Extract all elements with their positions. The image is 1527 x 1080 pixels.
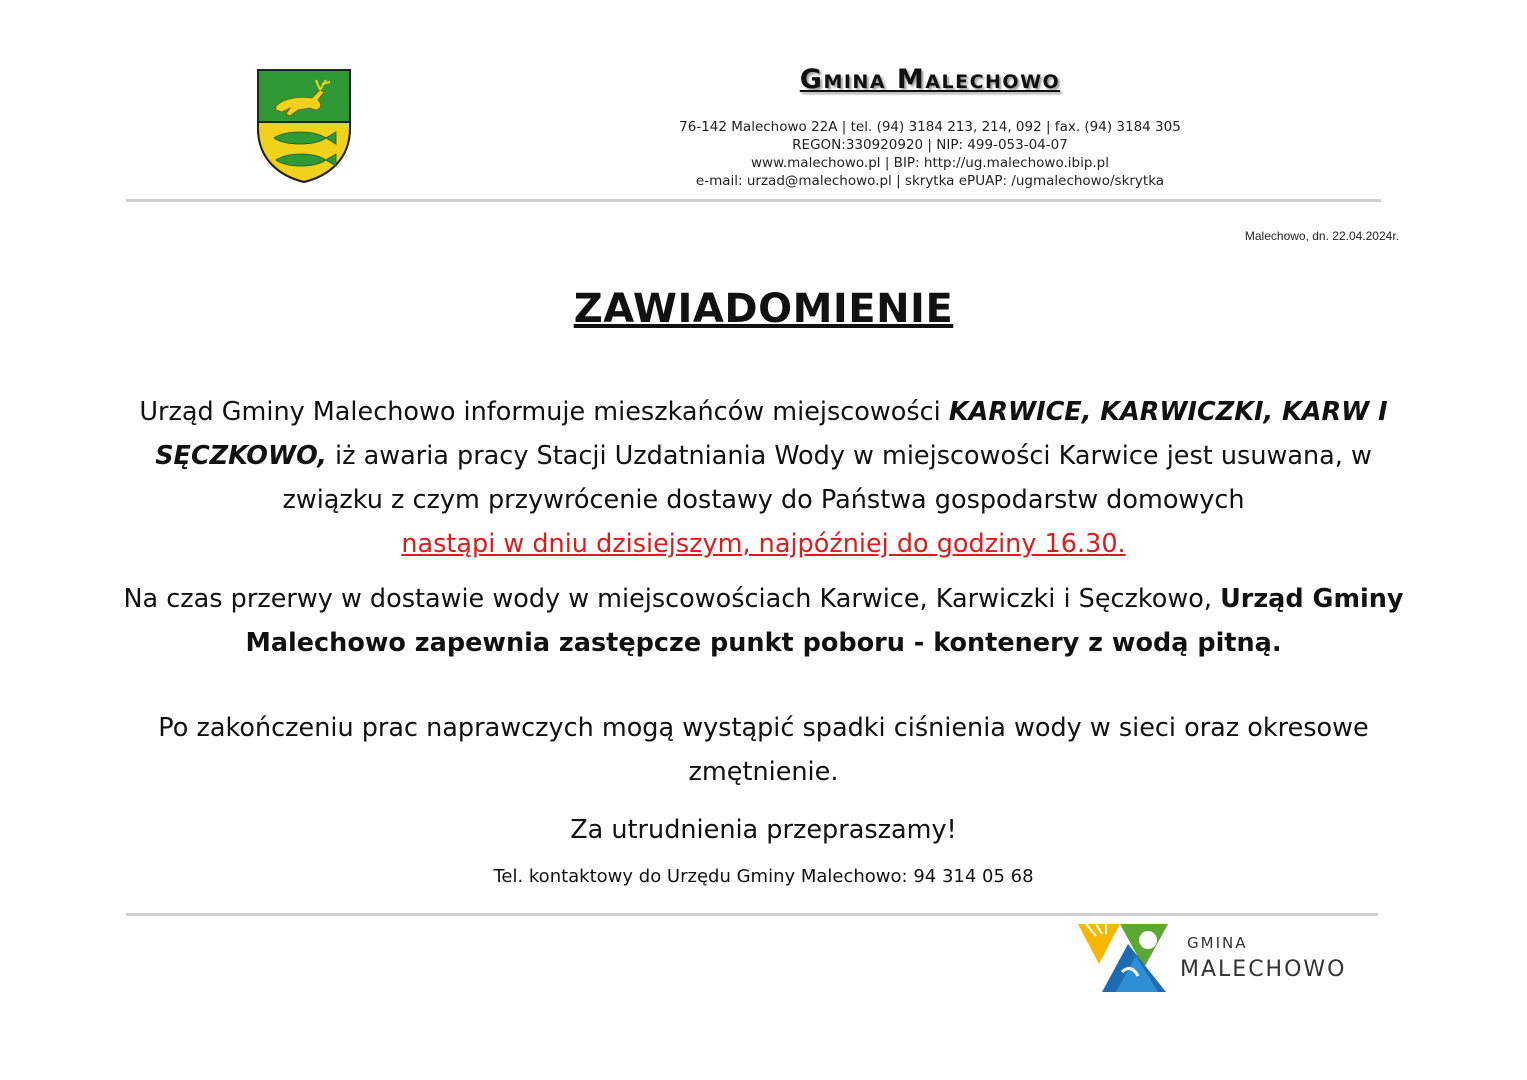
p2-bold: Urząd Gminy Malechowo zapewnia zastępcze punkt poboru - kontenery z wodą pitną. xyxy=(245,584,1404,658)
contact-web-line: www.malechowo.pl | BIP: http://ug.malechowo.ibip.pl xyxy=(750,155,1110,171)
logo-text-gmina: GMINA xyxy=(1187,934,1248,952)
apology-line: Za utrudnienia przepraszamy! xyxy=(570,815,957,845)
p1-middle: iż awaria pracy Stacji Uzdatniania Wody w miejscowości Karwice jest usuwana, w związku z czym przywrócenie dostawy do Państwa gospodarstw domowych xyxy=(282,441,1372,515)
logo-text-malechowo: MALECHOWO xyxy=(1180,957,1347,982)
document-title: ZAWIADOMIENIE xyxy=(573,286,954,332)
p1-intro: Urząd Gminy Malechowo informuje mieszkańców miejscowości xyxy=(139,397,949,427)
contact-block xyxy=(600,118,1260,190)
p1-deadline: nastąpi w dniu dzisiejszym, najpóźniej do godziny 16.30. xyxy=(401,529,1126,559)
contact-address-line: 76-142 Malechowo 22A | tel. (94) 3184 213, 214, 092 | fax. (94) 3184 305 xyxy=(679,119,1181,135)
contact-email-line: e-mail: urzad@malechowo.pl | skrytka ePUAP: /ugmalechowo/skrytka xyxy=(695,173,1165,189)
contact-regon-line: REGON:330920920 | NIP: 499-053-04-07 xyxy=(792,137,1068,153)
notice-paragraph-1 xyxy=(120,390,1407,566)
notice-paragraph-3: Po zakończeniu prac naprawczych mogą wystąpić spadki ciśnienia wody w sieci oraz okresowe zmętnienie. xyxy=(158,713,1369,787)
municipality-title: Gmina Malechowo xyxy=(799,64,1061,95)
footer-divider xyxy=(126,913,1378,916)
document-date: Malechowo, dn. 22.04.2024r. xyxy=(1244,229,1399,243)
malechowo-logo-icon xyxy=(1076,920,1176,996)
contact-phone-line: Tel. kontaktowy do Urzędu Gminy Malechowo: 94 314 05 68 xyxy=(493,866,1034,887)
notice-paragraph-2 xyxy=(120,577,1407,665)
p1-places: KARWICE, KARWICZKI, KARW I SĘCZKOWO, xyxy=(155,397,1388,471)
coat-of-arms-crest xyxy=(256,68,352,184)
p2-text: Na czas przerwy w dostawie wody w miejscowościach Karwice, Karwiczki i Sęczkowo, xyxy=(123,584,1221,614)
header-divider xyxy=(126,199,1381,202)
